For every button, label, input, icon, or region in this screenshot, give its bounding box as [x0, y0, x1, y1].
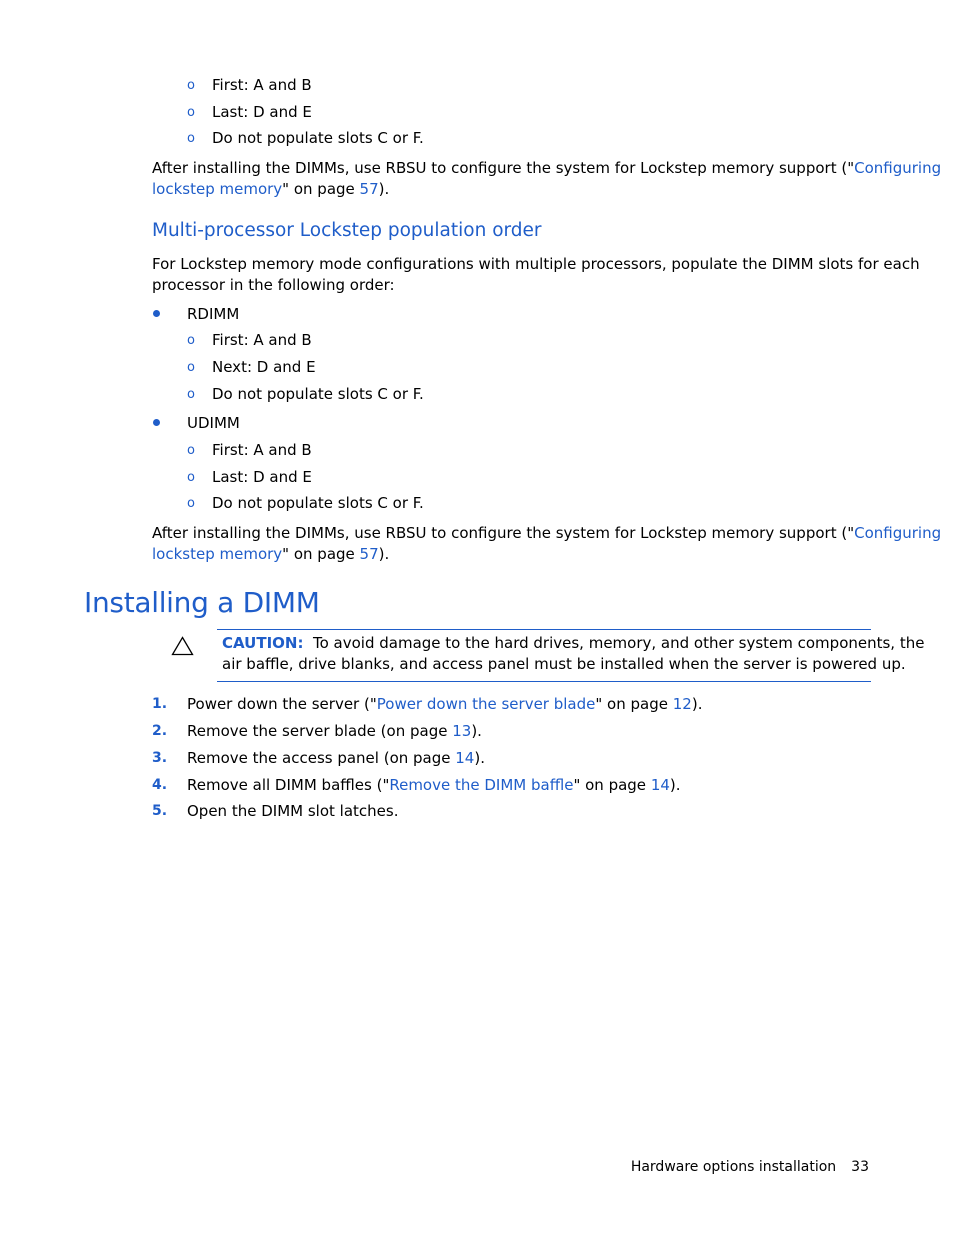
- paragraph-line: After installing the DIMMs, use RBSU to configure the system for Lockstep memory support ("Configuring: [152, 159, 942, 177]
- sub-bullet-icon: o: [187, 78, 195, 93]
- sub-bullet-icon: o: [187, 105, 195, 120]
- footer-section: Hardware options installation: [630, 1159, 837, 1175]
- sub-bullet-icon: o: [187, 470, 195, 485]
- list-item: Do not populate slots C or F.: [212, 494, 424, 512]
- power-down-link[interactable]: Power down the server blade: [376, 695, 596, 713]
- sub-bullet-icon: o: [187, 387, 195, 402]
- step-text: Remove the access panel (on page 14).: [187, 749, 485, 767]
- step-number: 1.: [152, 696, 168, 712]
- configuring-lockstep-link[interactable]: lockstep memory: [152, 180, 283, 198]
- list-item: First: A and B: [212, 331, 312, 349]
- remove-baffle-link[interactable]: Remove the DIMM baffle: [389, 776, 574, 794]
- section-heading: Multi-processor Lockstep population order: [152, 220, 542, 241]
- paragraph-line: For Lockstep memory mode configurations with multiple processors, populate the DIMM slots for each: [152, 255, 920, 273]
- paragraph-line: lockstep memory" on page 57).: [152, 180, 390, 198]
- caution-label: CAUTION:: [222, 634, 304, 652]
- list-item: Do not populate slots C or F.: [212, 385, 424, 403]
- list-item: RDIMM: [187, 305, 240, 323]
- sub-bullet-icon: o: [187, 131, 195, 146]
- sub-bullet-icon: o: [187, 496, 195, 511]
- sub-bullet-icon: o: [187, 443, 195, 458]
- step-number: 3.: [152, 750, 168, 766]
- paragraph-line: After installing the DIMMs, use RBSU to configure the system for Lockstep memory support ("Configuring: [152, 524, 942, 542]
- sub-bullet-icon: o: [187, 360, 195, 375]
- caution-bottom-rule: [217, 681, 871, 682]
- step-number: 2.: [152, 723, 168, 739]
- page-link[interactable]: 14: [455, 749, 475, 767]
- list-item: UDIMM: [187, 414, 240, 432]
- caution-line: air baffle, drive blanks, and access panel must be installed when the server is powered up.: [222, 655, 906, 673]
- configuring-lockstep-link[interactable]: lockstep memory: [152, 545, 283, 563]
- warning-triangle-icon: [171, 636, 194, 656]
- caution-line: CAUTION: To avoid damage to the hard drives, memory, and other system components, the: [222, 634, 925, 652]
- page-number: 33: [851, 1159, 869, 1175]
- page-footer: [631, 1157, 869, 1178]
- step-text: Remove all DIMM baffles ("Remove the DIMM baffle" on page 14).: [187, 776, 681, 794]
- bullet-icon: [153, 310, 160, 317]
- bullet-icon: [153, 419, 160, 426]
- list-item: Do not populate slots C or F.: [212, 129, 424, 147]
- page-link[interactable]: 57: [359, 545, 379, 563]
- page-link[interactable]: 57: [359, 180, 379, 198]
- list-item: First: A and B: [212, 441, 312, 459]
- caution-top-rule: [217, 629, 871, 630]
- step-text: Remove the server blade (on page 13).: [187, 722, 482, 740]
- step-number: 4.: [152, 777, 168, 793]
- page-link[interactable]: 14: [650, 776, 670, 794]
- paragraph-line: processor in the following order:: [152, 276, 395, 294]
- page-title: Installing a DIMM: [84, 586, 320, 619]
- step-text: Open the DIMM slot latches.: [187, 802, 399, 820]
- page-link[interactable]: 12: [672, 695, 692, 713]
- step-number: 5.: [152, 803, 168, 819]
- configuring-lockstep-link[interactable]: Configuring: [854, 524, 942, 542]
- list-item: Next: D and E: [212, 358, 316, 376]
- list-item: First: A and B: [212, 76, 312, 94]
- configuring-lockstep-link[interactable]: Configuring: [854, 159, 942, 177]
- step-text: Power down the server ("Power down the server blade" on page 12).: [187, 695, 703, 713]
- paragraph-line: lockstep memory" on page 57).: [152, 545, 390, 563]
- list-item: Last: D and E: [212, 468, 312, 486]
- list-item: Last: D and E: [212, 103, 312, 121]
- page-link[interactable]: 13: [452, 722, 472, 740]
- sub-bullet-icon: o: [187, 333, 195, 348]
